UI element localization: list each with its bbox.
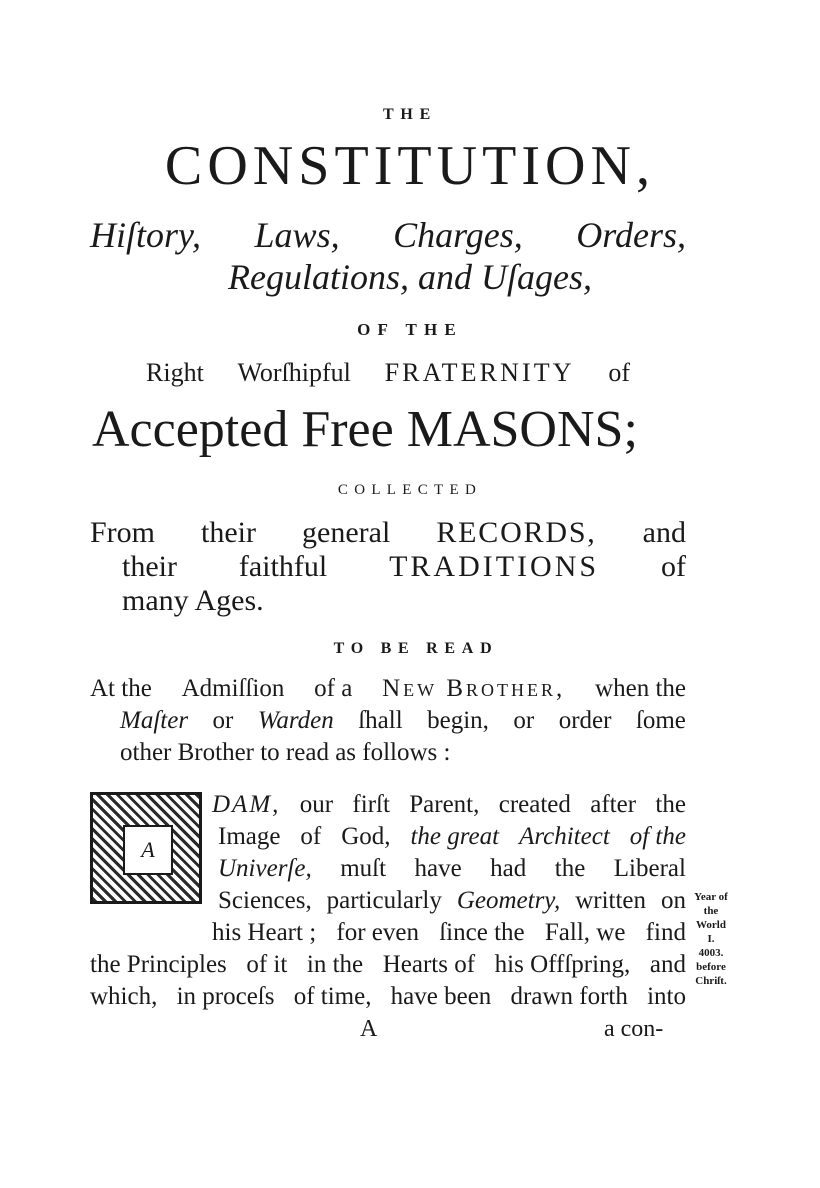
margin-note-line: Year of — [694, 891, 728, 903]
word: Geometry, — [456, 887, 561, 914]
word: for even — [336, 919, 419, 946]
word: order — [558, 707, 612, 734]
word: ſince the — [439, 919, 525, 946]
margin-note-line: I. — [707, 933, 715, 945]
collected-label: COLLECTED — [337, 482, 483, 498]
word: of a — [314, 675, 353, 702]
word: and — [649, 951, 686, 978]
margin-note-line: Chriſt. — [695, 975, 727, 987]
word: of the — [629, 823, 686, 850]
word: At the — [90, 675, 152, 702]
word: muſt — [340, 855, 387, 882]
subtitle-line-1 — [90, 214, 686, 256]
word: Right — [146, 358, 204, 387]
word: DAM, — [212, 791, 281, 818]
heading-constitution: CONSTITUTION, — [164, 135, 656, 197]
margin-note-line: before — [696, 961, 726, 973]
word: or — [513, 707, 535, 734]
admission-line-1 — [90, 674, 686, 704]
word: ſhall — [358, 707, 403, 734]
word: have — [414, 855, 462, 882]
margin-note — [688, 890, 734, 988]
word: Parent, — [409, 791, 480, 818]
body-line-6 — [90, 950, 686, 980]
word: begin, — [427, 707, 489, 734]
word: TRADITIONS — [389, 550, 600, 583]
margin-note-line: the World — [696, 905, 726, 931]
word: the great — [410, 823, 500, 850]
word: after — [590, 791, 637, 818]
word: New Brother, — [382, 675, 566, 702]
word: Hearts of — [382, 951, 476, 978]
word: Architect — [519, 823, 610, 850]
word: find — [645, 919, 686, 946]
margin-note-line: 4003. — [698, 947, 724, 959]
word: Laws, — [254, 215, 340, 255]
word: the — [655, 791, 686, 818]
of-the-label: OF THE — [357, 320, 463, 339]
initial-letter: A — [123, 825, 173, 875]
word: Hiſtory, — [90, 215, 202, 255]
word: have been — [390, 983, 492, 1010]
word: into — [647, 983, 686, 1010]
word: in proceſs — [176, 983, 275, 1010]
word: Warden — [257, 707, 334, 734]
word: on — [660, 887, 686, 914]
word: Fall, we — [544, 919, 626, 946]
word: written — [575, 887, 647, 914]
word: RECORDS, — [436, 516, 597, 549]
word: faithful — [238, 550, 328, 583]
accepted-free-masons: Accepted Free MASONS; — [92, 401, 638, 458]
word: and — [642, 516, 686, 549]
signature-mark: A — [360, 1016, 378, 1042]
catchword: a con- — [604, 1016, 664, 1042]
decorated-initial — [90, 792, 202, 904]
word: their — [201, 516, 257, 549]
word: or — [212, 707, 234, 734]
word: Charges, — [393, 215, 523, 255]
subtitle-line-2: Regulations, and Uſages, — [228, 257, 592, 297]
body-line-7 — [90, 982, 686, 1012]
admission-line-3: other Brother to read as follows : — [120, 739, 451, 766]
from-line — [90, 516, 686, 550]
word: Liberal — [613, 855, 686, 882]
word: Image — [218, 823, 281, 850]
word: which, — [90, 983, 158, 1010]
word: his Heart ; — [212, 919, 317, 946]
word: FRATERNITY — [384, 358, 575, 387]
heading-the: THE — [383, 106, 437, 123]
word: of time, — [293, 983, 372, 1010]
word: his Offſpring, — [494, 951, 631, 978]
word: of — [608, 358, 630, 387]
word: Univerſe, — [218, 855, 312, 882]
word: of — [660, 550, 686, 583]
admission-line-2 — [120, 706, 686, 736]
to-be-read-label: TO BE READ — [333, 640, 499, 657]
word: particularly — [326, 887, 442, 914]
body-line-2 — [218, 822, 686, 852]
word: had — [490, 855, 527, 882]
body-line-5 — [212, 918, 686, 948]
word: general — [302, 516, 391, 549]
word: Worſhipful — [237, 358, 351, 387]
word: God, — [341, 823, 391, 850]
word: when the — [595, 675, 686, 702]
body-line-3 — [218, 854, 686, 884]
word: Sciences, — [218, 887, 312, 914]
word: the — [554, 855, 586, 882]
word: Orders, — [576, 215, 686, 255]
word: created — [498, 791, 571, 818]
word: ſome — [635, 707, 686, 734]
word: of — [300, 823, 322, 850]
faithful-line — [122, 550, 686, 584]
word: drawn forth — [510, 983, 628, 1010]
word: Maſter — [120, 707, 189, 734]
word: firſt — [352, 791, 390, 818]
many-ages: many Ages. — [122, 584, 264, 617]
word: of it — [246, 951, 288, 978]
word: their — [122, 550, 177, 583]
word: our — [299, 791, 334, 818]
word: the Principles — [90, 951, 227, 978]
right-worshipful-line — [146, 358, 630, 388]
word: in the — [306, 951, 364, 978]
body-line-4 — [218, 886, 686, 916]
body-line-1 — [212, 790, 686, 820]
word: From — [90, 516, 156, 549]
word: Admiſſion — [181, 675, 285, 702]
